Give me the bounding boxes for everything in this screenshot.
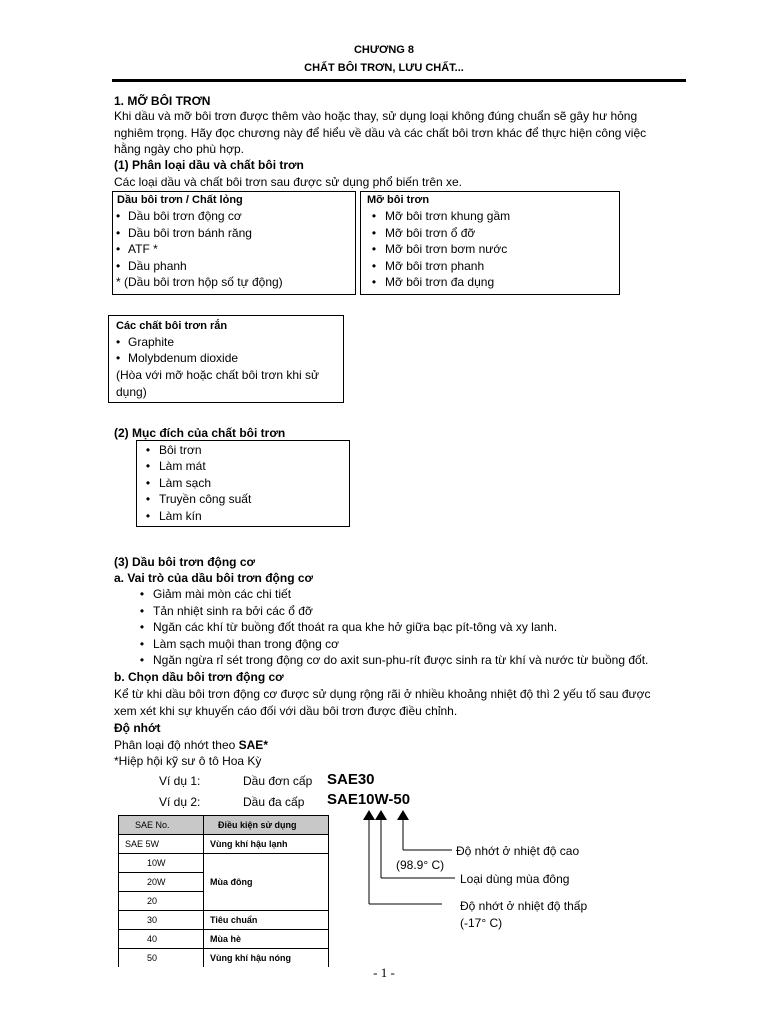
table-cell: 30 [119,911,204,930]
box-note-2: dụng) [116,385,147,399]
example2-type: Dầu đa cấp [243,795,305,809]
list-item: • Dầu bôi trơn động cơ [116,208,242,225]
classification-text: Các loại dầu và chất bôi trơn sau được sử dụng phổ biến trên xe. [114,175,463,189]
example2-code: SAE10W-50 [327,791,411,808]
list-item: • Làm sạch [137,475,211,492]
table-cell: SAE 5W [119,835,204,854]
page-number: - 1 - [373,965,395,980]
list-item: • Mỡ bôi trơn đa dụng [363,274,494,291]
box-title: Mỡ bôi trơn [367,194,430,206]
list-item: • ATF * [116,241,158,258]
list-item: • Truyền công suất [137,491,251,508]
list-item: • Dầu bôi trơn bánh răng [116,225,252,242]
table-cell: 50 [119,949,204,968]
list-item: • Giảm mài mòn các chi tiết [131,586,291,603]
box-note: * (Dầu bôi trơn hộp số tự động) [116,275,283,289]
viscosity-heading: Độ nhớt [114,721,161,735]
viscosity-prefix: Phân loại độ nhớt theo [114,738,239,752]
table-cell: Tiêu chuẩn [204,911,329,930]
example1-type: Dầu đơn cấp [243,774,313,788]
example1-label: Ví dụ 1: [159,774,201,788]
chapter-number: CHƯƠNG 8 [353,44,415,56]
example2-label: Ví dụ 2: [159,795,201,809]
list-item: • Làm kín [137,508,202,525]
viscosity-classification [114,737,268,754]
winter-arrowhead-icon [375,810,387,820]
table-row [119,854,329,873]
annotation-low-temp-value: (-17° C) [460,916,503,930]
purpose-box [136,440,350,527]
list-item: • Bôi trơn [137,442,202,459]
annotation-winter: Loại dùng mùa đông [460,872,570,886]
subheading-oil-selection: b. Chọn dầu bôi trơn động cơ [114,670,284,684]
box-title: Các chất bôi trơn rắn [116,320,228,332]
viscosity-sae: SAE* [238,738,268,752]
list-item: • Dầu phanh [116,258,187,275]
table-cell: 40 [119,930,204,949]
list-item: • Làm sạch muội than trong động cơ [131,636,339,653]
box-note-1: (Hòa với mỡ hoặc chất bôi trơn khi sử [116,368,320,382]
sae-table [118,815,329,967]
intro-line-1: Khi dầu và mỡ bôi trơn được thêm vào hoặc thay, sử dụng loại không đúng chuẩn sẽ gây hư hỏng [114,109,638,123]
table-cell: Vùng khí hậu nóng [204,949,329,968]
list-item: • Molybdenum dioxide [116,350,238,367]
high-temp-arrowhead-icon [397,810,409,820]
list-item: • Ngăn các khí từ buồng đốt thoát ra qua khe hở giữa bạc pít-tông và xy lanh. [131,619,557,636]
sae-note: *Hiệp hội kỹ sư ô tô Hoa Kỳ [114,754,262,768]
table-cell: 20W [119,873,204,892]
table-header: SAE No. [119,816,204,835]
table-cell: 20 [119,892,204,911]
list-item: • Tản nhiệt sinh ra bởi các ổ đỡ [131,603,313,620]
subheading-engine-oil: (3) Dầu bôi trơn động cơ [114,555,256,569]
table-row [119,892,329,911]
example1-code: SAE30 [327,771,375,788]
annotation-high-temp-value: (98.9° C) [396,858,445,872]
box-title: Dầu bôi trơn / Chất lỏng [117,194,243,206]
list-item: • Graphite [116,334,174,351]
table-header: Điều kiện sử dụng [204,816,329,835]
liquid-lubricant-box [112,191,356,295]
grease-box [360,191,620,295]
list-item: • Mỡ bôi trơn phanh [363,258,484,275]
header-rule [112,79,686,82]
intro-line-3: hằng ngày cho phù hợp. [114,142,244,156]
list-item: • Mỡ bôi trơn ổ đỡ [363,225,475,242]
table-cell: 10W [119,854,204,873]
list-item: • Mỡ bôi trơn khung gầm [363,208,510,225]
list-item: • Làm mát [137,458,206,475]
selection-line-1: Kể từ khi dầu bôi trơn động cơ được sử dụng rộng rãi ở nhiều khoảng nhiệt độ thì 2 yếu tố sau được [114,687,651,701]
annotation-high-temp: Độ nhớt ở nhiệt độ cao [456,844,580,858]
section-heading: 1. MỠ BÔI TRƠN [114,94,211,108]
table-cell: Vùng khí hậu lạnh [204,835,329,854]
table-row [119,911,329,930]
table-row [119,930,329,949]
table-header-row [119,816,329,835]
table-row [119,835,329,854]
table-cell [204,892,329,911]
selection-line-2: xem xét khi sự khuyến cáo đối với dầu bôi trơn được điều chỉnh. [114,704,458,718]
low-temp-arrowhead-icon [363,810,375,820]
intro-line-2: nghiêm trọng. Hãy đọc chương này để hiểu về dầu và các chất bôi trơn khác để thực hiện công việc [114,126,647,140]
list-item: • Mỡ bôi trơn bơm nước [363,241,507,258]
table-cell: Mùa đông [204,873,329,892]
chapter-title: CHẤT BÔI TRƠN, LƯU CHẤT... [304,62,464,74]
solid-lubricant-box [108,315,344,403]
annotation-low-temp: Độ nhớt ở nhiệt độ thấp [460,899,588,913]
table-row [119,873,329,892]
list-item: • Ngăn ngừa rỉ sét trong động cơ do axit sun-phu-rít được sinh ra từ khí và nước từ buồng đốt. [131,652,648,669]
subheading-classification: (1) Phân loại dầu và chất bôi trơn [114,158,304,172]
table-cell [204,854,329,873]
subheading-purpose: (2) Mục đích của chất bôi trơn [114,426,286,440]
table-cell: Mùa hè [204,930,329,949]
subheading-oil-role: a. Vai trò của dầu bôi trơn động cơ [114,571,314,585]
